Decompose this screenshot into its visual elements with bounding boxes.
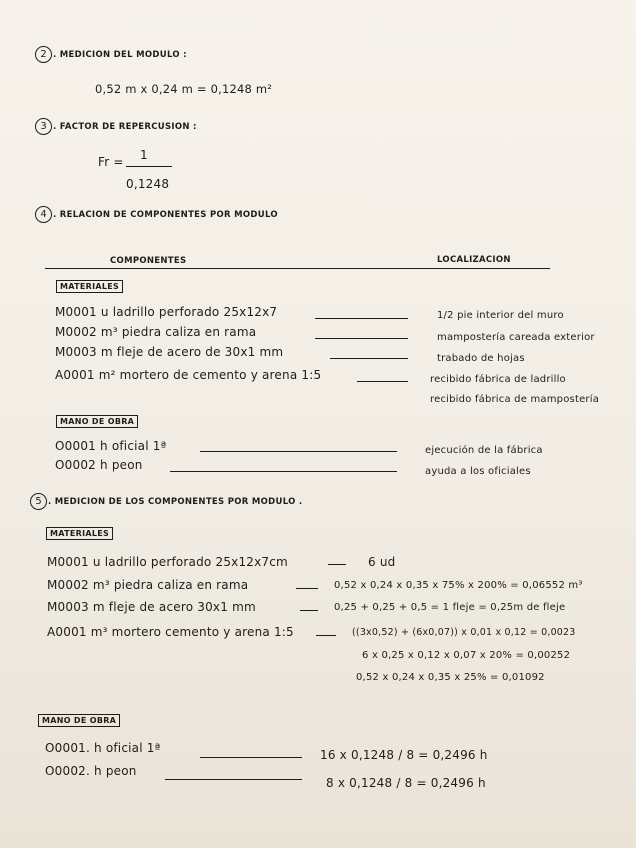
section-5-number: 5 [30, 493, 47, 510]
section-4-number: 4 [35, 206, 52, 223]
leader-line [300, 610, 318, 611]
meas-material-3-calc: 0,25 + 0,25 + 0,5 = 1 fleje = 0,25m de fleje [334, 602, 566, 613]
module-area-formula: 0,52 m x 0,24 m = 0,1248 m² [95, 82, 273, 96]
leader-line [315, 338, 408, 339]
meas-material-4-calc: ((3x0,52) + (6x0,07)) x 0,01 x 0,12 = 0,0023 [352, 627, 576, 638]
rel-material-1-location: 1/2 pie interior del muro [437, 310, 564, 321]
rel-material-2: M0002 m³ piedra caliza en rama [55, 325, 257, 339]
section-3-number: 3 [35, 118, 52, 135]
section-4-title: . RELACION DE COMPONENTES POR MODULO [53, 210, 278, 220]
rel-labor-2-location: ayuda a los oficiales [425, 466, 531, 477]
col-location-header: LOCALIZACION [437, 255, 511, 265]
leader-line [357, 381, 408, 382]
rel-labor-1: O0001 h oficial 1ª [55, 439, 167, 453]
meas-material-1: M0001 u ladrillo perforado 25x12x7cm [47, 555, 288, 569]
fr-numerator: 1 [140, 148, 148, 162]
rel-material-1: M0001 u ladrillo perforado 25x12x7 [55, 305, 278, 319]
leader-line [296, 588, 318, 589]
leader-line [316, 635, 336, 636]
header-rule [45, 268, 550, 269]
rel-labor-2: O0002 h peon [55, 458, 143, 472]
rel-material-3: M0003 m fleje de acero de 30x1 mm [55, 345, 284, 359]
section-2-title: . MEDICION DEL MODULO : [53, 50, 187, 60]
fr-label: Fr = [98, 155, 124, 169]
rel-material-5-location: recibido fábrica de mampostería [430, 394, 600, 405]
meas-material-2: M0002 m³ piedra caliza en rama [47, 578, 249, 592]
meas-material-3: M0003 m fleje de acero 30x1 mm [47, 600, 256, 614]
leader-line [200, 451, 397, 452]
section-3-title: . FACTOR DE REPERCUSION : [53, 122, 197, 132]
rel-labor-1-location: ejecución de la fábrica [425, 445, 543, 456]
leader-line [315, 318, 408, 319]
labor-box-label-2: MANO DE OBRA [38, 714, 120, 727]
leader-line [165, 779, 302, 780]
fraction-bar [126, 166, 172, 167]
leader-line [328, 564, 346, 565]
meas-labor-2: O0002. h peon [45, 764, 137, 778]
meas-material-4: A0001 m³ mortero cemento y arena 1:5 [47, 625, 294, 639]
meas-labor-1-calc: 16 x 0,1248 / 8 = 0,2496 h [320, 748, 488, 762]
section-2-number: 2 [35, 46, 52, 63]
section-5-title: . MEDICION DE LOS COMPONENTES POR MODULO . [48, 497, 303, 507]
rel-material-2-location: mampostería careada exterior [437, 332, 595, 343]
rel-material-4: A0001 m² mortero de cemento y arena 1:5 [55, 368, 322, 382]
fr-denominator: 0,1248 [126, 177, 170, 191]
meas-material-2-calc: 0,52 x 0,24 x 0,35 x 75% x 200% = 0,06552 m³ [334, 580, 583, 591]
mortar-calc-line-2: 6 x 0,25 x 0,12 x 0,07 x 20% = 0,00252 [362, 650, 571, 661]
meas-labor-2-calc: 8 x 0,1248 / 8 = 0,2496 h [326, 776, 486, 790]
rel-material-4-location: recibido fábrica de ladrillo [430, 374, 566, 385]
leader-line [170, 471, 397, 472]
materials-box-label: MATERIALES [56, 280, 123, 293]
meas-material-1-calc: 6 ud [368, 555, 396, 569]
rel-material-3-location: trabado de hojas [437, 353, 525, 364]
leader-line [200, 757, 302, 758]
col-components-header: COMPONENTES [110, 256, 187, 266]
materials-box-label-2: MATERIALES [46, 527, 113, 540]
mortar-calc-line-3: 0,52 x 0,24 x 0,35 x 25% = 0,01092 [356, 672, 545, 683]
meas-labor-1: O0001. h oficial 1ª [45, 741, 161, 755]
leader-line [330, 358, 408, 359]
labor-box-label: MANO DE OBRA [56, 415, 138, 428]
